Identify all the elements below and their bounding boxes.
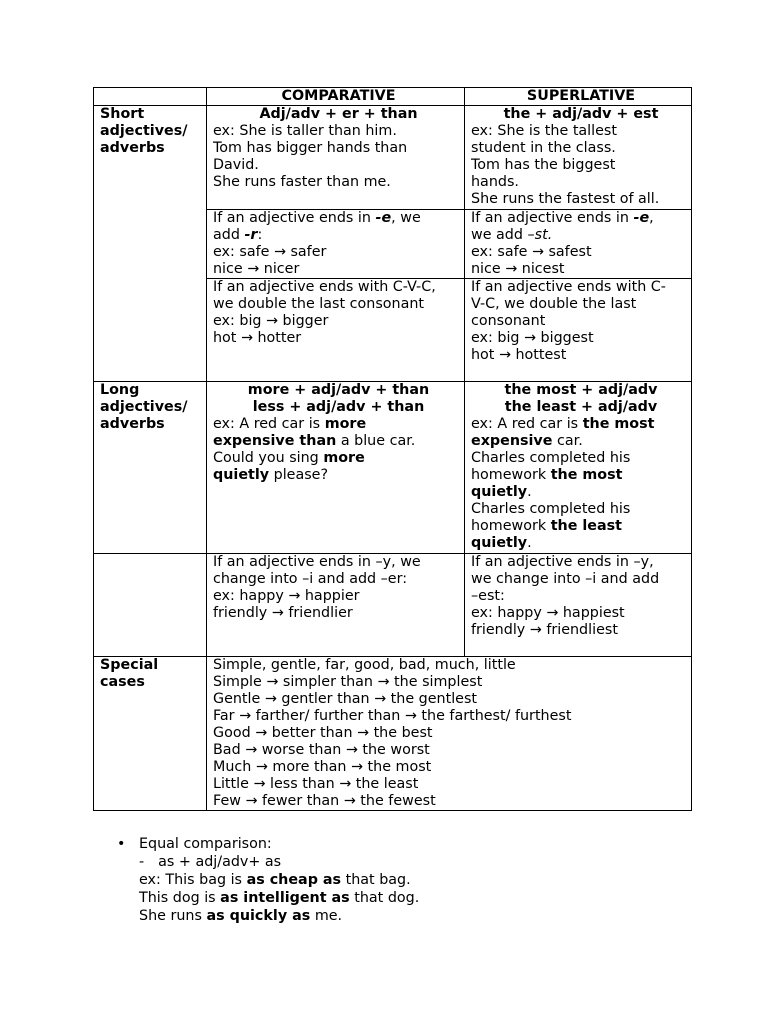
equal-comparison-section bbox=[117, 835, 419, 925]
e-rule-comparative-cell: If an adjective ends in -e, we add -r: ex: safe → safer nice → nicer bbox=[207, 210, 465, 279]
long-comparative-rule-1: more + adj/adv + than bbox=[247, 382, 430, 398]
table-row bbox=[94, 382, 692, 554]
short-superlative-cell: the + adj/adv + est ex: She is the tallest student in the class. Tom has the biggest hands. She runs the fastest of all. bbox=[465, 106, 692, 210]
special-line: Gentle → gentler than → the gentlest bbox=[213, 691, 478, 707]
equal-example: ex: This bag is as cheap as that bag. bbox=[139, 872, 411, 888]
table-row bbox=[94, 657, 692, 811]
long-superlative-cell: the most + adj/adv the least + adj/adv ex: A red car is the most expensive car. Charles completed his homework the most quietly. Charles completed his homework the least quietly. bbox=[465, 382, 692, 554]
superlative-header: SUPERLATIVE bbox=[465, 88, 692, 106]
table-row bbox=[94, 106, 692, 210]
long-superlative-rule-1: the most + adj/adv bbox=[504, 382, 658, 398]
y-rule-empty-cell bbox=[94, 554, 207, 657]
y-rule-comparative-cell: If an adjective ends in –y, we change into –i and add –er: ex: happy → happier friendly → friendlier bbox=[207, 554, 465, 657]
short-adjectives-label: Short adjectives/ adverbs bbox=[94, 106, 207, 382]
table-row bbox=[94, 554, 692, 657]
long-comparative-cell: more + adj/adv + than less + adj/adv + than ex: A red car is more expensive than a blue car. Could you sing more quietly please? bbox=[207, 382, 465, 554]
special-line: Few → fewer than → the fewest bbox=[213, 793, 436, 809]
e-rule-superlative-cell: If an adjective ends in -e, we add –st. ex: safe → safest nice → nicest bbox=[465, 210, 692, 279]
comparison-table bbox=[93, 87, 692, 811]
equal-example: This dog is as intelligent as that dog. bbox=[139, 890, 420, 906]
special-cases-cell bbox=[207, 657, 692, 811]
cvc-rule-comparative-cell: If an adjective ends with C-V-C, we double the last consonant ex: big → bigger hot → hotter bbox=[207, 279, 465, 382]
y-rule-superlative-cell: If an adjective ends in –y, we change into –i and add –est: ex: happy → happiest friendly → friendliest bbox=[465, 554, 692, 657]
special-line: Simple, gentle, far, good, bad, much, little bbox=[213, 657, 516, 673]
header-empty-cell bbox=[94, 88, 207, 106]
long-superlative-rule-2: the least + adj/adv bbox=[504, 399, 658, 415]
special-line: Far → farther/ further than → the farthest/ furthest bbox=[213, 708, 572, 724]
bullet-icon: • bbox=[117, 836, 126, 852]
comparative-header: COMPARATIVE bbox=[207, 88, 465, 106]
special-line: Good → better than → the best bbox=[213, 725, 433, 741]
dash-marker: - bbox=[139, 854, 145, 870]
equal-rule: as + adj/adv+ as bbox=[158, 854, 282, 870]
long-adjectives-label: Long adjectives/ adverbs bbox=[94, 382, 207, 554]
special-cases-label: Special cases bbox=[94, 657, 207, 811]
long-comparative-rule-2: less + adj/adv + than bbox=[252, 399, 425, 415]
special-line: Bad → worse than → the worst bbox=[213, 742, 430, 758]
table-header-row bbox=[94, 88, 692, 106]
short-comparative-cell: Adj/adv + er + than ex: She is taller than him. Tom has bigger hands than David. She runs faster than me. bbox=[207, 106, 465, 210]
short-superlative-rule: the + adj/adv + est bbox=[503, 106, 659, 122]
equal-example: She runs as quickly as me. bbox=[139, 908, 343, 924]
special-line: Little → less than → the least bbox=[213, 776, 419, 792]
short-comparative-rule: Adj/adv + er + than bbox=[259, 106, 418, 122]
special-line: Simple → simpler than → the simplest bbox=[213, 674, 483, 690]
cvc-rule-superlative-cell: If an adjective ends with C- V-C, we double the last consonant ex: big → biggest hot → hottest bbox=[465, 279, 692, 382]
equal-comparison-title: Equal comparison: bbox=[139, 836, 272, 852]
special-line: Much → more than → the most bbox=[213, 759, 432, 775]
